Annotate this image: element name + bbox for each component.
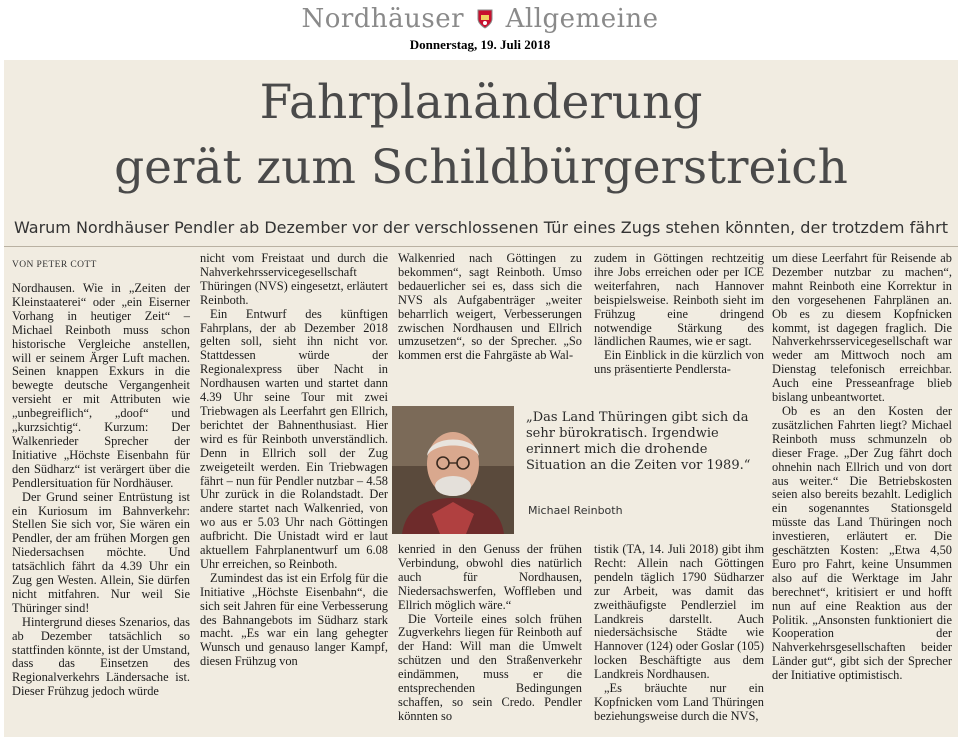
paragraph: Ein Entwurf des künftigen Fahrplans, der ab Dezember 2018 gelten soll, sieht ihn nicht vor. Stattdessen würde der Regionalexpress über Nacht in Nordhausen warten und startet dann 4.39 Uhr seine Tour mit zwei Triebwagen als Leerfahrt gen Ellrich, berichtet der Bahnenthusiast. Hier wird es für Reinboth unverständlich. Denn in Ellrich soll der Zug zweigeteilt werden. Ein Triebwagen fährt – nun für Pendler nutzbar – 4.58 Uhr zurück in die Rolandstadt. Der andere startet nach Walkenried, von wo aus er 5.03 Uhr nach Göttingen aufbricht. Die Unistadt wird er laut aktuellem Fahrplanentwurf um 6.08 Uhr erreichen, so Reinboth. bbox=[200, 306, 388, 571]
subheadline: Warum Nordhäuser Pendler ab Dezember vor der verschlossenen Tür eines Zugs stehen könnten, der trotzdem fährt bbox=[13, 218, 949, 237]
column-5 bbox=[772, 252, 952, 683]
coat-of-arms-icon bbox=[477, 9, 493, 29]
column-1 bbox=[12, 282, 190, 699]
portrait-photo bbox=[392, 406, 514, 534]
headline-line-1: Fahrplanänderung bbox=[259, 75, 703, 130]
paragraph: „Es bräuchte nur ein Kopfnicken vom Land Thüringen beziehungsweise durch die NVS, bbox=[594, 681, 764, 723]
paragraph: zudem in Göttingen rechtzeitig ihre Jobs erreichen oder per ICE weiterfahren, nach Hannover beispielsweise. Reinboth sieht im Frühzug eine dringend notwendige Stärkung des ländlichen Raumes, wie er sagt. bbox=[594, 251, 764, 349]
paragraph: kenried in den Genuss der frühen Verbindung, obwohl dies natürlich auch für Nordhausen, Niedersachswerfen, Woffleben und Ellrich möglich wäre.“ bbox=[398, 542, 582, 612]
paragraph: Der Grund seiner Entrüstung ist ein Kuriosum im Bahnverkehr: Stellen Sie sich vor, Sie wären ein Pendler, der am frühen Morgen gen Niedersachsen möchte. Und tatsächlich fährt da 4.39 Uhr ein Zug gen Westen. Allein, Sie dürfen nicht mitfahren. Nur weil Sie Thüringer sind! bbox=[12, 489, 190, 615]
paragraph: Walkenried nach Göttingen zu bekommen“, sagt Reinboth. Umso bedauerlicher sei es, dass sich die NVS als Aufgabenträger „weiter beharrlich weigert, Verbesserungen zwischen Nordhausen und Ellrich umzusetzen“, so der Sprecher. „So kommen erst die Fahrgäste ab Wal- bbox=[398, 251, 582, 363]
column-4-top bbox=[594, 252, 764, 377]
newspaper-title-part1: Nordhäuser bbox=[301, 4, 465, 34]
column-4-bottom bbox=[594, 543, 764, 724]
column-3-bottom bbox=[398, 543, 582, 724]
byline: VON PETER COTT bbox=[12, 260, 97, 270]
newspaper-title bbox=[0, 0, 960, 38]
masthead bbox=[0, 0, 960, 58]
paragraph: Zumindest das ist ein Erfolg für die Initiative „Höchste Eisenbahn“, die sich seit Jahren für eine Verbesserung des Bahnangebots im Südharz stark macht. „Es war ein lang gehegter Wunsch und genauso langer Kampf, diesen Frühzug von bbox=[200, 570, 388, 669]
issue-date: Donnerstag, 19. Juli 2018 bbox=[409, 37, 551, 52]
headline-line-2: gerät zum Schildbürgerstreich bbox=[114, 140, 848, 195]
paragraph: Hintergrund dieses Szenarios, das ab Dezember tatsächlich so stattfinden könnte, ist der Umstand, dass das Einsetzen des Regionalverkehrs Ländersache ist. Dieser Frühzug jedoch würde bbox=[12, 614, 190, 699]
column-2 bbox=[200, 252, 388, 669]
column-3-top bbox=[398, 252, 582, 363]
article-clipping bbox=[4, 60, 958, 737]
paragraph: nicht vom Freistaat und durch die Nahverkehrsservicegesellschaft Thüringen (NVS) eingesetzt, erläutert Reinboth. bbox=[200, 251, 388, 307]
paragraph: Nordhausen. Wie in „Zeiten der Kleinstaaterei“ oder „ein Eiserner Vorhang in heutiger Zeit“ – Michael Reinboth muss schon historische Vergleiche anstellen, will er seinem Ärger Luft machen. Seinen knappen Exkurs in die bewegte deutsche Vergangenheit versieht er mit Attributen wie „unbegreiflich“, „doof“ und „kurzsichtig“. Kurzum: Der Walkenrieder Sprecher der Initiative „Höchste Eisenbahn für den Südharz“ ist verärgert über die Pendlersituation für Nordhäuser. bbox=[12, 281, 190, 490]
quote-text: „Das Land Thüringen gibt sich da sehr bürokratisch. Irgendwie erinnert mich die drohende Situation an die Zeiten vor 1989.“ bbox=[526, 410, 751, 473]
header-divider bbox=[4, 246, 958, 247]
paragraph: Ein Einblick in die kürzlich von uns präsentierte Pendlersta- bbox=[594, 348, 764, 377]
paragraph: Die Vorteile eines solch frühen Zugverkehrs liegen für Reinboth auf der Hand: Will man die Umwelt schützen und den Straßenverkehr eindämmen, muss er die entsprechenden Bedingungen schaffen, so sein Credo. Pendler könnten so bbox=[398, 611, 582, 723]
paragraph: Ob es an den Kosten der zusätzlichen Fahrten liegt? Michael Reinboth muss schmunzeln ob dieser Frage. „Der Zug fährt doch ohnehin nach Ellrich und von dort aus weiter.“ Die Betriebskosten seien also bereits bezahlt. Lediglich ein sogenanntes Stationsgeld müsste das Land Thüringen noch investieren, erläutert er. Die geschätzten Kosten: „Etwa 4,50 Euro pro Fahrt, keine Unsummen also auf die Werktage im Jahr berechnet“, kritisiert er und hofft nun auf eine Reaktion aus der Politik. „Ansonsten funktioniert die Kooperation der Nahverkehrsgesellschaften beider Länder gut“, gibt sich der Sprecher der Initiative optimistisch. bbox=[772, 403, 952, 683]
newspaper-title-part2: Allgemeine bbox=[505, 4, 659, 34]
paragraph: tistik (TA, 14. Juli 2018) gibt ihm Recht: Allein nach Göttingen pendeln täglich 1790 Südharzer zur Arbeit, was damit das zweithäufigste Pendlerziel im Landkreis darstellt. Auch niedersächsische Städte wie Hannover (124) oder Goslar (105) locken Beschäftigte aus dem Landkreis Nordhausen. bbox=[594, 542, 764, 682]
pull-quote bbox=[392, 406, 772, 536]
quote-author: Michael Reinboth bbox=[528, 504, 623, 517]
paragraph: um diese Leerfahrt für Reisende ab Dezember nutzbar zu machen“, mahnt Reinboth eine Korrektur in den vorgesehenen Fahrplänen an. Ob es zu diesem Kopfnicken kommt, ist dagegen fraglich. Die Nahverkehrsservicegesellschaft war weder am Mittwoch noch am Dienstag telefonisch erreichbar. Auch eine Presseanfrage blieb bislang unbeantwortet. bbox=[772, 251, 952, 405]
